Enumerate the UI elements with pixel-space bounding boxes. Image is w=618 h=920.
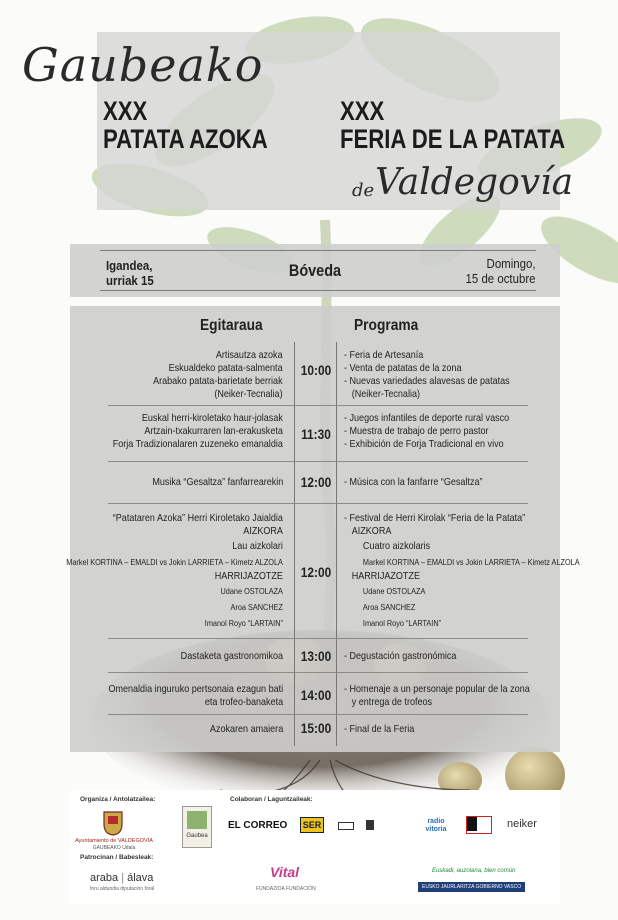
sponsors-strip xyxy=(70,790,560,904)
program-line: Markel KORTINA – EMALDI vs Jokin LARRIETA – Kimetz ALZOLA xyxy=(66,557,283,567)
program-line: - Muestra de trabajo de perro pastor xyxy=(344,425,489,437)
program-line: (Neiker-Tecnalia) xyxy=(214,388,283,400)
program-heading-es: Programa xyxy=(354,317,419,334)
program-block-eus xyxy=(164,650,283,663)
title-eus-number: XXX xyxy=(103,96,148,126)
program-line: Lau aizkolari xyxy=(232,540,283,552)
program-line: Forja Tradizionalaren zuzeneko emanaldia xyxy=(112,438,283,450)
program-line: - Venta de patatas de la zona xyxy=(344,362,462,374)
program-line: HARRIJAZOTZE xyxy=(351,570,420,582)
program-time: 12:00 xyxy=(300,474,332,490)
program-time: 10:00 xyxy=(300,362,332,378)
program-line: (Neiker-Tecnalia) xyxy=(351,388,420,400)
program-block-es xyxy=(344,512,618,631)
program-block-es xyxy=(344,650,475,663)
gaubea-logo-text: Gaubea xyxy=(186,833,208,839)
place-date-band xyxy=(70,244,560,297)
divider xyxy=(108,714,528,715)
program-line: HARRIJAZOTZE xyxy=(214,570,283,582)
program-line: Markel KORTINA – EMALDI vs Jokin LARRIETA – Kimetz ALZOLA xyxy=(362,557,580,567)
k-logo-mark xyxy=(467,817,477,831)
program-time: 12:00 xyxy=(300,564,332,580)
divider xyxy=(108,638,528,639)
program-line: AIZKORA xyxy=(243,525,283,537)
colaboran-label: Colaboran / Laguntzaileak: xyxy=(230,796,313,803)
gaubea-logo xyxy=(182,806,212,848)
divider xyxy=(108,405,528,406)
program-line: y entrega de trofeos xyxy=(351,696,433,708)
program-heading-eus: Egitaraua xyxy=(200,317,263,334)
program-line: Omenaldia inguruko pertsonaia ezagun bati xyxy=(108,683,283,695)
fundacion-text: FUNDAZIOA FUNDACIÓN xyxy=(256,886,316,892)
program-line: Euskal herri-kiroletako haur-jolasak xyxy=(141,412,283,424)
program-line: Aroa SANCHEZ xyxy=(230,602,283,612)
program-line: Arabako patata-barietate berriak xyxy=(153,375,283,387)
program-block-eus xyxy=(198,723,283,736)
program-line: - Degustación gastronómica xyxy=(344,650,457,662)
program-block-eus xyxy=(31,512,283,631)
program-line: - Homenaje a un personaje popular de la zona xyxy=(344,683,530,695)
program-line: - Festival de Herri Kirolak “Feria de la Patata” xyxy=(344,512,526,524)
column-divider xyxy=(294,342,295,746)
program-block-eus xyxy=(132,349,283,401)
program-line: Artisautza azoka xyxy=(216,349,283,361)
neiker-logo: neiker xyxy=(507,818,537,830)
program-line: Imanol Royo “LARTAIN” xyxy=(362,618,442,628)
divider xyxy=(108,461,528,462)
radio-vitoria-logo: radio vitoria xyxy=(425,818,447,833)
vital-logo: Vital xyxy=(270,864,300,880)
program-line: “Patataren Azoka” Herri Kiroletako Jaialdia xyxy=(112,512,283,524)
program-block-eus xyxy=(131,476,283,489)
program-block-es xyxy=(344,349,537,401)
gaubea-logo-image xyxy=(187,811,207,829)
program-line: AIZKORA xyxy=(351,525,392,537)
euskadi-tagline: Euskadi, auzolana, bien común xyxy=(432,868,516,874)
program-block-es xyxy=(344,412,536,451)
araba-logo xyxy=(90,872,153,884)
date-es-line: 15 de octubre xyxy=(466,271,536,286)
date-es-line: Domingo, xyxy=(487,256,536,271)
program-line: Aroa SANCHEZ xyxy=(362,602,416,612)
program-line: Udane OSTOLAZA xyxy=(362,586,426,596)
program-time: 13:00 xyxy=(300,648,332,664)
program-line: Imanol Royo “LARTAIN” xyxy=(204,618,283,628)
program-line: Eskualdeko patata-salmenta xyxy=(169,362,283,374)
coat-of-arms-icon xyxy=(102,810,124,836)
patrocinan-label: Patrocinan / Babesleak: xyxy=(80,854,154,861)
program-line: - Feria de Artesanía xyxy=(344,349,424,361)
program-line: - Final de la Feria xyxy=(344,723,415,735)
date-es xyxy=(466,256,536,286)
logo-mark-icon xyxy=(366,820,374,830)
venue: Bóveda xyxy=(288,261,342,280)
title-eus-text: PATATA AZOKA xyxy=(103,124,268,154)
araba-word: araba xyxy=(90,872,119,884)
program-line: Musika “Gesaltza” fanfarrearekin xyxy=(152,476,283,488)
ayuntamiento-logo-sub: GAUBEAKO Udala xyxy=(92,845,136,851)
gobierno-vasco-logo: EUSKO JAURLARITZA GOBIERNO VASCO xyxy=(418,882,525,892)
program-line: eta trofeo-banaketa xyxy=(204,696,283,708)
ser-logo: SER xyxy=(300,817,324,833)
logo-separator: | xyxy=(121,872,125,884)
ayuntamiento-logo-text: Ayuntamiento de VALDEGOVÍA xyxy=(75,838,153,844)
program-line: Udane OSTOLAZA xyxy=(220,586,283,596)
program-line: - Nuevas variedades alavesas de patatas xyxy=(344,375,510,387)
program-line: Azokaren amaiera xyxy=(209,723,283,735)
column-divider xyxy=(336,342,337,746)
program-block-es xyxy=(344,476,505,489)
program-time: 15:00 xyxy=(300,720,332,736)
title-script-valdegovia: Valdegovía xyxy=(375,162,574,203)
alava-word: álava xyxy=(127,872,154,884)
program-block-eus xyxy=(80,683,283,709)
k-logo-icon xyxy=(466,816,492,834)
program-line: Dastaketa gastronomikoa xyxy=(180,650,283,662)
program-line: Artzain-txakurraren lan-erakusketa xyxy=(144,425,283,437)
program-line: - Exhibición de Forja Tradicional en vivo xyxy=(344,438,504,450)
title-es-number: XXX xyxy=(340,96,385,126)
date-eus-line: urriak 15 xyxy=(106,273,154,288)
elcorreo-logo: EL CORREO xyxy=(228,820,288,831)
organiza-label: Organiza / Antolatzailea: xyxy=(80,796,156,803)
program-time: 14:00 xyxy=(300,687,332,703)
program-box xyxy=(66,306,580,752)
divider xyxy=(100,290,536,291)
divider xyxy=(108,672,528,673)
title-script-gaubeako: Gaubeako xyxy=(22,38,264,92)
program-time: 11:30 xyxy=(301,426,331,442)
program-block-es xyxy=(344,723,426,736)
program-block-es xyxy=(344,683,560,709)
logo-mark-icon xyxy=(338,822,354,830)
diputacion-text: foru aldundia diputación foral xyxy=(90,886,155,892)
program-line: - Juegos infantiles de deporte rural vasco xyxy=(344,412,510,424)
divider xyxy=(108,503,528,504)
title-script-de: de xyxy=(352,180,375,201)
title-es-text: FERIA DE LA PATATA xyxy=(340,124,566,154)
program-line: - Música con la fanfarre “Gesaltza” xyxy=(344,476,483,488)
date-eus-line: Igandea, xyxy=(106,258,153,273)
program-line: Cuatro aizkolaris xyxy=(362,540,431,552)
divider xyxy=(100,250,536,251)
program-block-eus xyxy=(85,412,283,451)
